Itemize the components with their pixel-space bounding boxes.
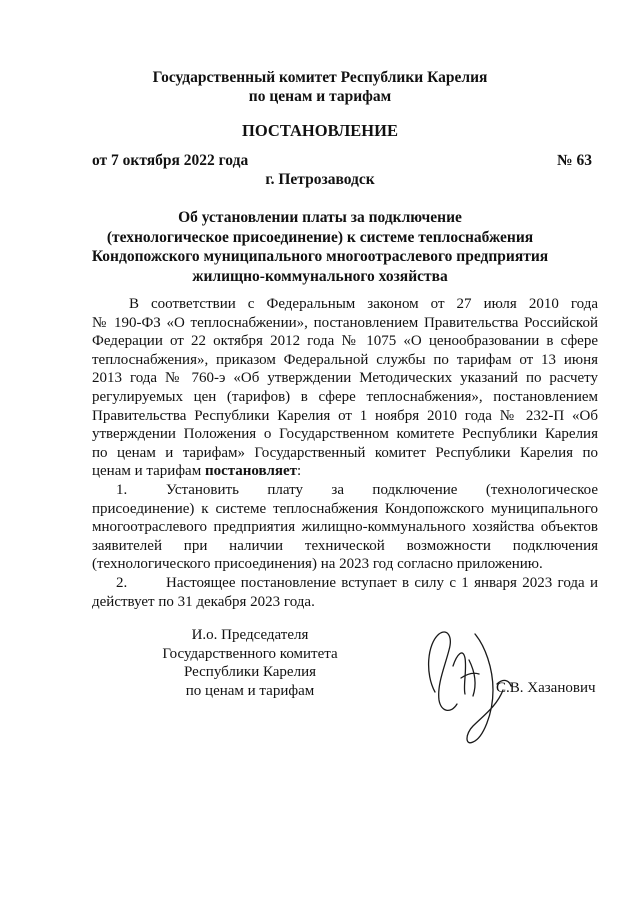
item-2-number: 2. [116, 574, 128, 591]
position-line-3: Республики Карелия [183, 664, 317, 681]
document-title [0, 208, 640, 286]
item-1-first-line [92, 481, 598, 500]
body-line: Федерации от 22 октября 2012 года № 1075 «О ценообразовании в сфере [92, 333, 598, 350]
body-line: В соответствии с Федеральным законом от 27 июля 2010 года [129, 296, 598, 312]
resolution-colon: : [297, 463, 302, 480]
body-line: Правительства Республики Карелия от 1 ноября 2010 года № 232-П «Об [92, 407, 598, 424]
item-1-number: 1. [116, 481, 128, 498]
body-line: по ценам и тарифам» Государственный комитет Республики Карелия по [92, 444, 598, 461]
body-line: (технологического присоединения) на 2023 год согласно приложению. [92, 556, 543, 573]
document-date: от 7 октября 2022 года [92, 152, 249, 169]
title-line-1: Об установлении платы за подключение [178, 209, 462, 226]
body-line: действует по 31 декабря 2023 года. [92, 593, 315, 610]
title-line-4: жилищно-коммунального хозяйства [192, 267, 448, 285]
document-city: г. Петрозаводск [265, 171, 375, 188]
position-line-4: по ценам и тарифам [185, 682, 315, 699]
body-line: заявителей при наличии технической возможности подключения [92, 537, 598, 554]
document-type: ПОСТАНОВЛЕНИЕ [242, 121, 398, 140]
document-body [92, 295, 598, 611]
body-line-resolution [92, 462, 598, 481]
org-line-1: Государственный комитет Республики Карелия [152, 69, 488, 86]
item-2-first-line [92, 574, 598, 593]
body-line: 2013 года № 760-э «Об утверждении Методических указаний по расчету [92, 370, 598, 387]
resolution-keyword: постановляет [204, 463, 298, 480]
body-line: регулируемых цен (тарифов) в сфере теплоснабжения», постановлением [92, 388, 598, 405]
issuing-organization [0, 68, 640, 106]
body-line: присоединение) к системе теплоснабжения Кондопожского муниципального [92, 500, 598, 517]
title-line-2: (технологическое присоединение) к системе теплоснабжения [106, 228, 534, 246]
title-line-3: Кондопожского муниципального многоотраслевого предприятия [91, 248, 549, 265]
item-2-text: Настоящее постановление вступает в силу с 1 января 2023 года и [166, 574, 598, 591]
signer-name: С.В. Хазанович [496, 680, 596, 696]
body-line: теплоснабжения», приказом Федеральной службы по тарифам от 13 июня [92, 351, 598, 368]
resolution-text: ценам и тарифам [92, 463, 205, 480]
body-line: многоотраслевого предприятия жилищно-коммунального хозяйства объектов [92, 519, 598, 536]
signatory-position [130, 626, 370, 700]
position-line-1: И.о. Председателя [191, 627, 309, 643]
position-line-2: Государственного комитета [162, 645, 338, 662]
org-line-2: по ценам и тарифам [248, 88, 392, 105]
body-line: утверждении Положения о Государственном комитете Республики Карелия [92, 426, 598, 443]
document-number: № 63 [557, 152, 592, 169]
body-line: № 190-ФЗ «О теплоснабжении», постановлением Правительства Российской [92, 314, 598, 331]
item-1-text: Установить плату за подключение (технологическое [166, 481, 598, 498]
